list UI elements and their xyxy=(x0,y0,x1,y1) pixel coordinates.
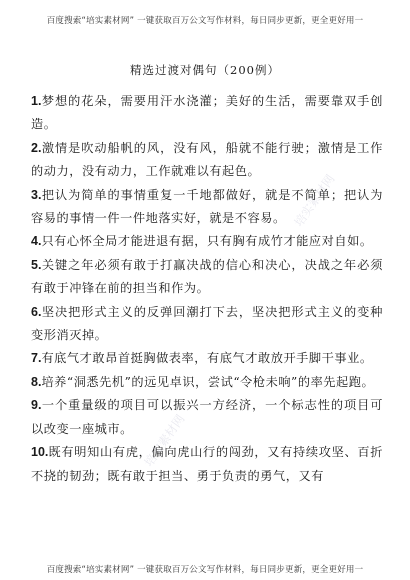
item-text: 关键之年必须有敢于打赢决战的信心和决心，决战之年必须有敢于冲锋在前的担当和作为。 xyxy=(31,257,383,296)
item-number: 10. xyxy=(31,445,49,460)
list-item xyxy=(31,441,383,488)
watermark-text: 培实素材网 xyxy=(141,411,188,470)
list-item xyxy=(31,230,383,253)
item-text: 梦想的花朵，需要用汗水浇灌；美好的生活，需要靠双手创造。 xyxy=(31,94,383,132)
list-item xyxy=(31,394,383,441)
list-item xyxy=(31,90,383,137)
list-item xyxy=(31,301,383,348)
list-item xyxy=(31,347,383,370)
item-number: 4. xyxy=(31,234,42,249)
item-number: 5. xyxy=(31,257,42,272)
list-item xyxy=(31,371,383,394)
item-text: 有底气才敢昂首挺胸做表率，有底气才敢放开手脚干事业。 xyxy=(41,351,373,366)
watermark-text: 培实素材网 xyxy=(291,171,338,230)
list-item xyxy=(31,254,383,301)
item-number: 9. xyxy=(31,398,42,413)
item-number: 2. xyxy=(31,140,42,155)
item-text: 既有明知山有虎，偏向虎山行的闯劲，又有持续攻坚、百折不挠的韧劲；既有敢于担当、勇于负责的勇气，又有 xyxy=(31,445,383,483)
item-number: 7. xyxy=(31,351,42,366)
item-text: 坚决把形式主义的反弹回潮打下去，坚决把形式主义的变种变形消灭掉。 xyxy=(31,304,383,343)
item-text: 一个重量级的项目可以振兴一方经济，一个标志性的项目可以改变一座城市。 xyxy=(31,398,383,436)
item-number: 1. xyxy=(31,94,42,108)
item-text: 只有心怀全局才能进退有据，只有胸有成竹才能应对自如。 xyxy=(41,234,373,249)
item-text: 培养“洞悉先机”的远见卓识，尝试“令枪未响”的率先起跑。 xyxy=(41,374,375,389)
item-number: 6. xyxy=(31,304,42,319)
item-number: 8. xyxy=(31,374,42,389)
item-text: 激情是吹动船帆的风，没有风，船就不能行驶；激情是工作的动力，没有动力，工作就难以有起色。 xyxy=(31,140,383,179)
footer-banner: 百度搜索“培实素材网” 一键获取百万公文写作材料，每日同步更新，更全更好用一 xyxy=(46,565,364,575)
document-title: 精选过渡对偶句（200例） xyxy=(130,63,280,77)
document-body xyxy=(31,90,383,488)
item-number: 3. xyxy=(31,187,42,202)
item-text: 把认为简单的事情重复一千地都做好，就是不简单；把认为容易的事情一件一件地落实好，就是不容易。 xyxy=(31,187,383,226)
header-banner: 百度搜索“培实素材网” 一键获取百万公文写作材料，每日同步更新，更全更好用一 xyxy=(46,16,364,26)
